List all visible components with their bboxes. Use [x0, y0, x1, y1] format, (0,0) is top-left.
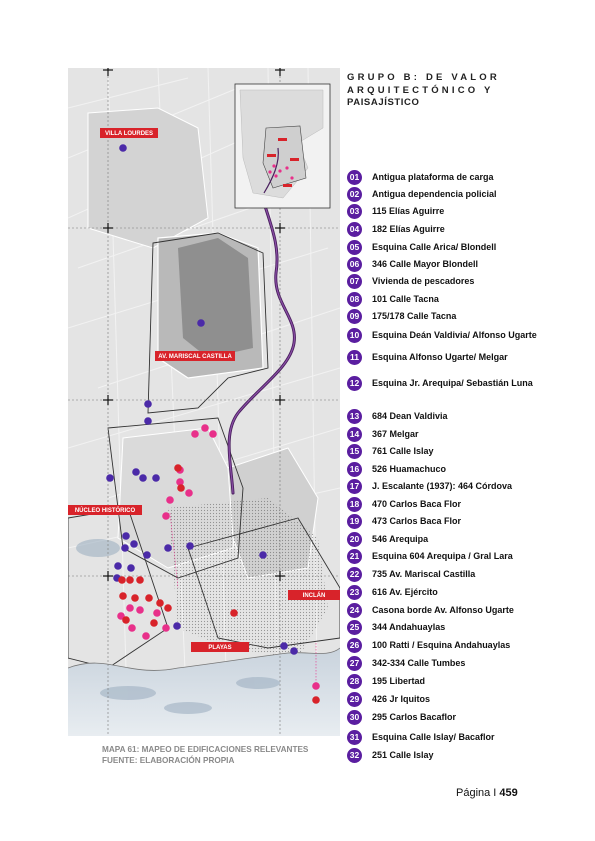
site-map — [68, 68, 340, 736]
legend-item-label: 295 Carlos Bacaflor — [372, 711, 457, 722]
legend-item — [347, 710, 552, 725]
legend-item — [347, 567, 552, 582]
legend-item — [347, 309, 552, 324]
legend-item-number: 02 — [347, 187, 362, 202]
legend-item — [347, 620, 552, 635]
legend-item — [347, 638, 552, 653]
legend-item — [347, 532, 552, 547]
label-playas: PLAYAS — [208, 645, 232, 651]
legend-item-label: Esquina Calle Arica/ Blondell — [372, 241, 497, 252]
legend-item — [347, 240, 552, 255]
legend-item-label: Esquina Deán Valdivia/ Alfonso Ugarte — [372, 329, 537, 340]
legend-item-label: 546 Arequipa — [372, 533, 429, 544]
legend-item-label: 175/178 Calle Tacna — [372, 310, 457, 321]
legend-item-number: 27 — [347, 656, 362, 671]
legend-item — [347, 656, 552, 671]
legend-item-label: Esquina Alfonso Ugarte/ Melgar — [372, 351, 508, 362]
legend-item-number: 24 — [347, 603, 362, 618]
legend-item-label: 195 Libertad — [372, 675, 426, 686]
legend-item-label: 100 Ratti / Esquina Andahuaylas — [372, 639, 511, 650]
legend-item-number: 10 — [347, 328, 362, 343]
legend-item — [347, 514, 552, 529]
legend-item-number: 30 — [347, 710, 362, 725]
legend-item — [347, 497, 552, 512]
legend-item-label: J. Escalante (1937): 464 Córdova — [372, 480, 513, 491]
legend-item-number: 08 — [347, 292, 362, 307]
legend-item-number: 12 — [347, 376, 362, 391]
caption-title: MAPA 61: MAPEO DE EDIFICACIONES RELEVANTES — [102, 745, 309, 754]
legend-item — [347, 444, 552, 459]
legend-item-number: 04 — [347, 222, 362, 237]
legend-item — [347, 274, 552, 289]
legend-item — [347, 350, 552, 365]
legend-item-label: 342-334 Calle Tumbes — [372, 657, 466, 668]
legend-item — [347, 257, 552, 272]
legend-item-label: Esquina 604 Arequipa / Gral Lara — [372, 550, 513, 561]
legend — [347, 72, 547, 760]
legend-title — [347, 72, 547, 110]
legend-item — [347, 292, 552, 307]
legend-item — [347, 603, 552, 618]
legend-item-label: 182 Elías Aguirre — [372, 223, 445, 234]
legend-item-label: 101 Calle Tacna — [372, 293, 439, 304]
legend-item-label: Vivienda de pescadores — [372, 275, 475, 286]
map-caption — [102, 745, 322, 766]
legend-item — [347, 328, 552, 343]
label-villa-lourdes: VILLA LOURDES — [104, 131, 154, 137]
legend-item-number: 28 — [347, 674, 362, 689]
legend-item-number: 07 — [347, 274, 362, 289]
legend-item — [347, 479, 552, 494]
legend-item-number: 14 — [347, 427, 362, 442]
legend-item — [347, 748, 552, 763]
legend-item-number: 17 — [347, 479, 362, 494]
caption-source: FUENTE: ELABORACIÓN PROPIA — [102, 755, 235, 765]
legend-item — [347, 462, 552, 477]
legend-item-number: 20 — [347, 532, 362, 547]
legend-item-number: 18 — [347, 497, 362, 512]
legend-item-label: 367 Melgar — [372, 428, 419, 439]
legend-item-label: 761 Calle Islay — [372, 445, 434, 456]
legend-item — [347, 692, 552, 707]
label-nucleo-historico: NÚCLEO HISTÓRICO — [74, 508, 136, 514]
legend-item-label: 616 Av. Ejército — [372, 586, 438, 597]
legend-item — [347, 222, 552, 237]
legend-item-label: 344 Andahuaylas — [372, 621, 446, 632]
legend-item-number: 21 — [347, 549, 362, 564]
legend-item — [347, 187, 552, 202]
legend-item-label: Esquina Calle Islay/ Bacaflor — [372, 731, 495, 742]
legend-title-line-3: PAISAJÍSTICO — [347, 97, 420, 108]
legend-title-line-1: GRUPO B: DE VALOR — [347, 72, 500, 83]
legend-item-number: 03 — [347, 204, 362, 219]
legend-item-number: 23 — [347, 585, 362, 600]
legend-item-number: 32 — [347, 748, 362, 763]
legend-item-label: 346 Calle Mayor Blondell — [372, 258, 479, 269]
legend-item — [347, 674, 552, 689]
legend-item-number: 26 — [347, 638, 362, 653]
legend-item-number: 19 — [347, 514, 362, 529]
page-number — [456, 787, 518, 799]
legend-item-number: 05 — [347, 240, 362, 255]
legend-item-number: 11 — [347, 350, 362, 365]
legend-title-line-2: ARQUITECTÓNICO Y — [347, 84, 494, 96]
legend-item-number: 01 — [347, 170, 362, 185]
legend-item-label: 470 Carlos Baca Flor — [372, 498, 462, 509]
legend-item — [347, 585, 552, 600]
legend-item — [347, 170, 552, 185]
legend-item-number: 22 — [347, 567, 362, 582]
legend-item-number: 13 — [347, 409, 362, 424]
legend-item-number: 15 — [347, 444, 362, 459]
page-prefix: Página I — [456, 787, 500, 799]
legend-item — [347, 549, 552, 564]
legend-item — [347, 427, 552, 442]
legend-item-number: 25 — [347, 620, 362, 635]
legend-item-number: 31 — [347, 730, 362, 745]
legend-item-label: 526 Huamachuco — [372, 463, 447, 474]
legend-item — [347, 376, 552, 391]
legend-item-label: Casona borde Av. Alfonso Ugarte — [372, 604, 514, 615]
locator-inset — [235, 84, 330, 208]
legend-item — [347, 730, 552, 745]
legend-item-label: 115 Elías Aguirre — [372, 205, 445, 216]
legend-item-label: Antigua plataforma de carga — [372, 171, 494, 182]
label-av-mariscal-castilla: AV. MARISCAL CASTILLA — [158, 354, 232, 360]
legend-item — [347, 409, 552, 424]
legend-item-number: 06 — [347, 257, 362, 272]
legend-item-number: 09 — [347, 309, 362, 324]
legend-item-number: 29 — [347, 692, 362, 707]
legend-item-label: 684 Dean Valdivia — [372, 410, 448, 421]
legend-item-label: 735 Av. Mariscal Castilla — [372, 568, 476, 579]
page-number-value: 459 — [499, 787, 518, 799]
legend-item-label: Antigua dependencia policial — [372, 188, 497, 199]
legend-item-label: 473 Carlos Baca Flor — [372, 515, 462, 526]
legend-item-number: 16 — [347, 462, 362, 477]
legend-item-label: 426 Jr Iquitos — [372, 693, 431, 704]
label-inclan: INCLÁN — [302, 593, 326, 599]
legend-item-label: 251 Calle Islay — [372, 749, 434, 760]
legend-item-label: Esquina Jr. Arequipa/ Sebastián Luna — [372, 377, 533, 388]
legend-item — [347, 204, 552, 219]
